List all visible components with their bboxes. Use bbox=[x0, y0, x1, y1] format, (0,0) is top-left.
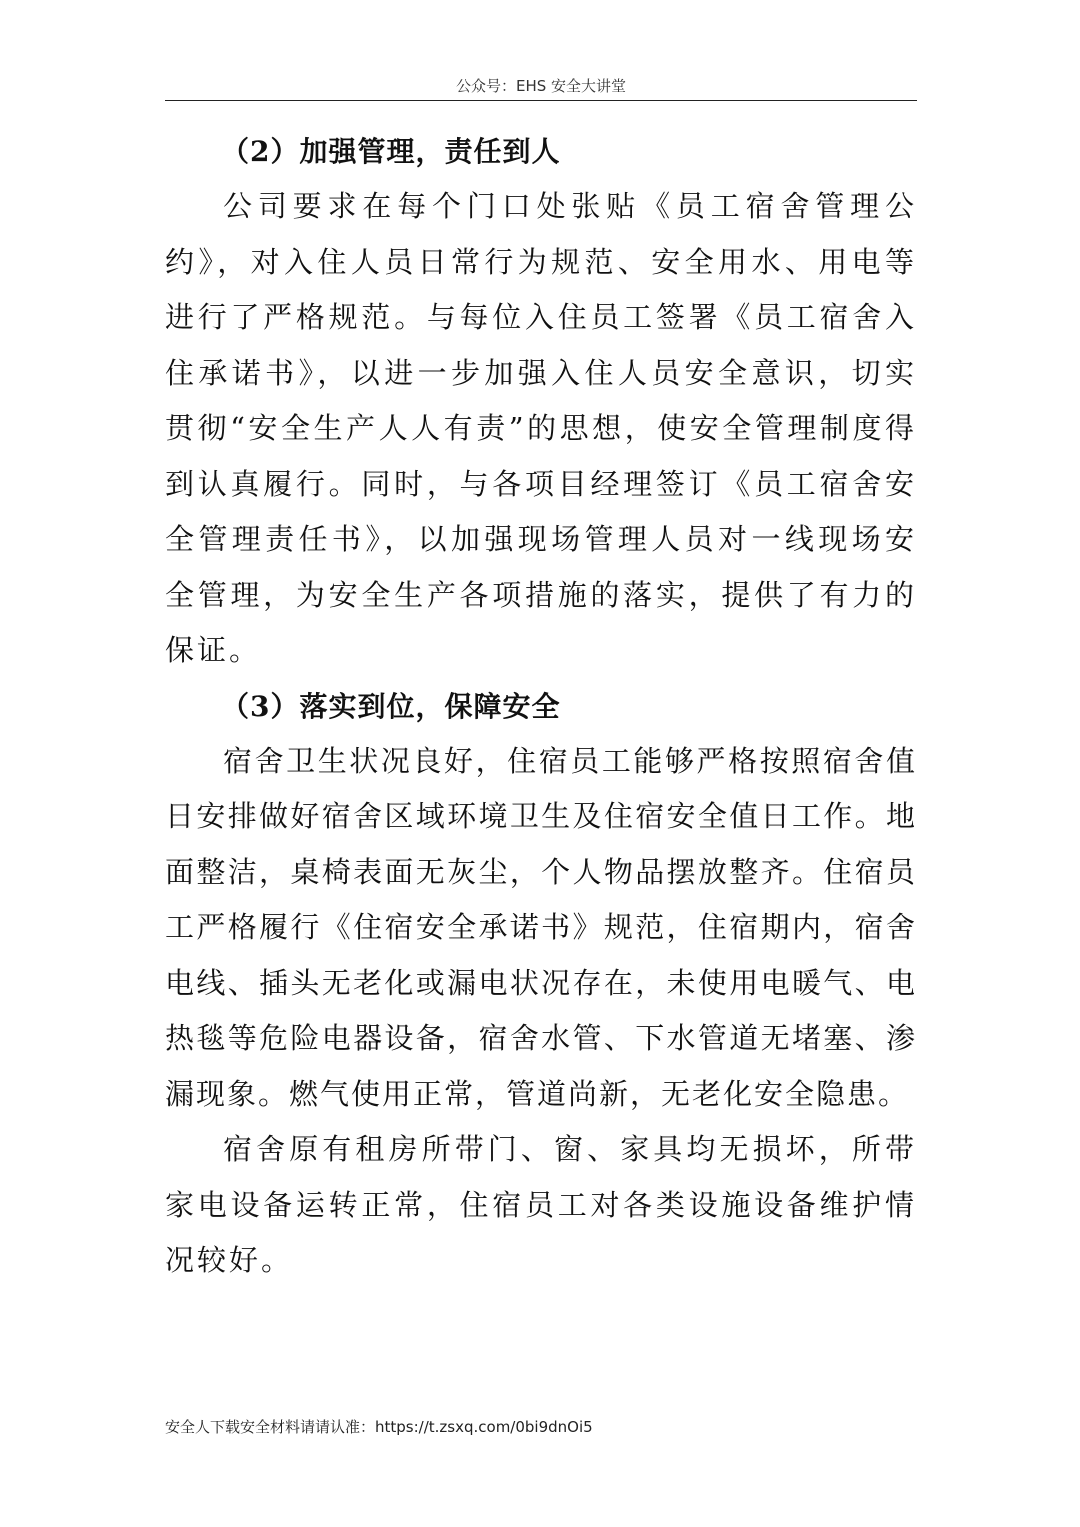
section-3-paragraph-2: 宿舍原有租房所带门、窗、家具均无损坏，所带家电设备运转正常，住宿员工对各类设施设备维护情况较好。 bbox=[165, 1132, 917, 1277]
header-text: 公众号：EHS 安全大讲堂 bbox=[455, 77, 627, 95]
section-3-paragraph-1: 宿舍卫生状况良好，住宿员工能够严格按照宿舍值日安排做好宿舍区域环境卫生及住宿安全值日工作。地面整洁，桌椅表面无灰尘，个人物品摆放整齐。住宿员工严格履行《住宿安全承诺书》规范，住宿期内，宿舍电线、插头无老化或漏电状况存在，未使用电暖气、电热毯等危险电器设备，宿舍水管、下水管道无堵塞、渗漏现象。燃气使用正常，管道尚新，无老化安全隐患。 bbox=[165, 743, 917, 1111]
section-2-heading: （2）加强管理，责任到人 bbox=[221, 135, 561, 168]
section-2-paragraph: 公司要求在每个门口处张贴《员工宿舍管理公约》，对入住人员日常行为规范、安全用水、用电等进行了严格规范。与每位入住员工签署《员工宿舍入住承诺书》，以进一步加强入住人员安全意识，切实贯彻“安全生产人人有责”的思想，使安全管理制度得到认真履行。同时，与各项目经理签订《员工宿舍安全管理责任书》，以加强现场管理人员对一线现场安全管理，为安全生产各项措施的落实，提供了有力的保证。 bbox=[165, 189, 917, 667]
section-3-heading: （3）落实到位，保障安全 bbox=[221, 689, 561, 723]
page-header bbox=[165, 74, 917, 101]
page-footer bbox=[165, 1415, 917, 1439]
footer-text: 安全人下载安全材料请请认准：https://t.zsxq.com/0bi9dnOi5 bbox=[165, 1418, 593, 1436]
document-body bbox=[165, 124, 917, 1289]
